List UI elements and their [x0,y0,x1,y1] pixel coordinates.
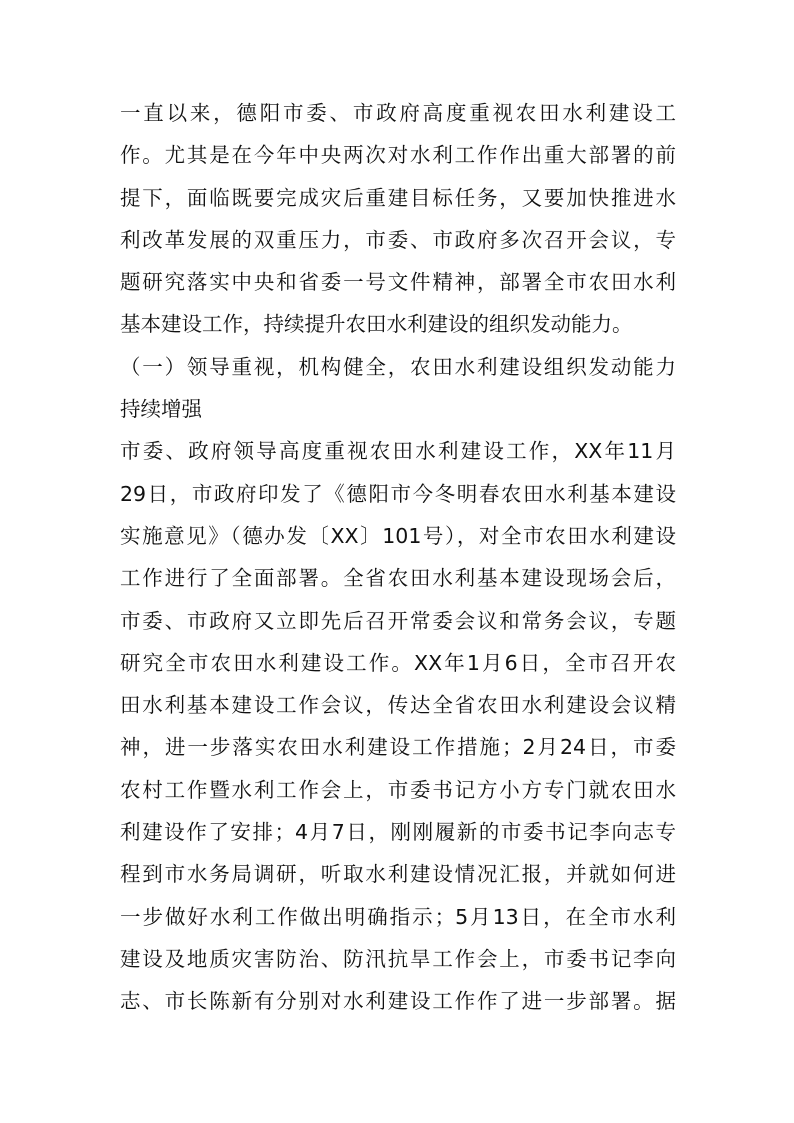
text-line: 工作进行了全面部署。全省农田水利基本建设现场会后， [120,566,676,591]
text-line: 神，进一步落实农田水利建设工作措施；2月24日，市委 [120,735,676,760]
text-line: 一步做好水利工作做出明确指示；5月13日，在全市水利 [120,904,676,929]
text-line: 实施意见》（德办发〔XX〕101号），对全市农田水利建设 [120,523,676,548]
text-line: 作。尤其是在今年中央两次对水利工作作出重大部署的前 [120,143,676,168]
text-line: 程到市水务局调研，听取水利建设情况汇报，并就如何进 [120,862,676,887]
document-body [120,92,676,1023]
text-line: 利改革发展的双重压力，市委、市政府多次召开会议，专 [120,227,676,252]
section-heading [120,346,676,431]
paragraph-body [120,430,676,1022]
text-line: 建设及地质灾害防治、防汛抗旱工作会上，市委书记李向 [120,946,676,971]
text-line: 29日，市政府印发了《德阳市今冬明春农田水利基本建设 [120,481,676,506]
text-line: 农村工作暨水利工作会上，市委书记方小方专门就农田水 [120,777,676,802]
text-line: 一直以来，德阳市委、市政府高度重视农田水利建设工 [120,101,676,125]
text-line: 志、市长陈新有分别对水利建设工作作了进一步部署。据 [120,989,676,1014]
text-line: 题研究落实中央和省委一号文件精神，部署全市农田水利 [120,270,676,295]
heading-line: 持续增强 [120,397,202,422]
heading-line: （一）领导重视，机构健全，农田水利建设组织发动能力 [120,354,676,379]
text-line: 研究全市农田水利建设工作。XX年1月6日，全市召开农 [120,650,676,675]
text-line: 基本建设工作，持续提升农田水利建设的组织发动能力。 [120,312,633,337]
text-line: 市委、市政府又立即先后召开常委会议和常务会议，专题 [120,608,676,633]
paragraph-intro [120,92,676,346]
text-line: 市委、政府领导高度重视农田水利建设工作，XX年11月 [120,439,676,464]
text-line: 利建设作了安排；4月7日，刚刚履新的市委书记李向志专 [120,820,676,845]
text-line: 田水利基本建设工作会议，传达全省农田水利建设会议精 [120,693,676,718]
text-line: 提下，面临既要完成灾后重建目标任务，又要加快推进水 [120,185,676,210]
